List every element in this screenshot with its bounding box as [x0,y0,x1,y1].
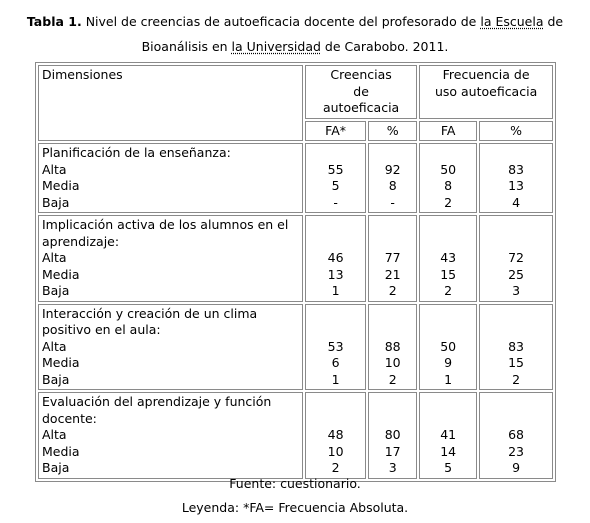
section-title: Evaluación del aprendizaje y función docente: [42,394,272,426]
level-label: Baja [42,283,70,298]
section-title: Implicación activa de los alumnos en el aprendizaje: [42,217,289,249]
source-note: Fuente: cuestionario. [229,476,361,491]
table-row-section-4 [38,392,553,479]
values-fa-frecuencia: 50 9 1 [419,304,477,391]
level-label: Baja [42,371,70,387]
table-row-section-2 [38,215,553,302]
section-label-cell [38,392,303,479]
level-label: Media [42,355,80,370]
values-fa-frecuencia: 43 15 2 [419,215,477,302]
values-fa-creencias: 48 10 2 [305,392,366,479]
level-label: Media [42,178,80,193]
caption-text-3: de Carabobo. 2011. [320,39,449,54]
table-caption [8,9,582,59]
values-fa-creencias: 55 5 - [305,143,366,213]
table-row-section-3 [38,304,553,391]
values-fa-frecuencia: 41 14 5 [419,392,477,479]
section-label-cell [38,304,303,391]
section-title: Interacción y creación de un clima positivo en el aula: [42,305,258,337]
level-label: Baja [42,460,70,475]
values-fa-creencias: 46 13 1 [305,215,366,302]
legend-note: Leyenda: *FA= Frecuencia Absoluta. [181,500,409,515]
values-pct-creencias: 92 8 - [368,143,417,213]
table-row-section-1 [38,143,553,213]
caption-label: Tabla 1. [26,14,82,29]
caption-link-escuela[interactable]: la Escuela [480,14,544,29]
level-label: Baja [42,194,70,210]
header-dimensions: Dimensiones [38,65,303,141]
level-label: Alta [42,250,67,265]
values-pct-creencias: 88 10 2 [368,304,417,391]
efficacy-table [35,62,556,482]
level-label: Media [42,266,80,282]
header-sub-fa-1: FA* [305,121,366,142]
header-group-creencias: Creencias de autoeficacia [305,65,417,119]
values-pct-creencias: 80 17 3 [368,392,417,479]
header-row-groups [38,65,553,119]
values-pct-creencias: 77 21 2 [368,215,417,302]
caption-text-1: Nivel de creencias de autoeficacia docente del profesorado de [81,14,481,29]
values-pct-frecuencia: 83 15 2 [479,304,553,391]
level-label: Alta [42,338,67,354]
header-group-frecuencia: Frecuencia de uso autoeficacia [419,65,553,119]
values-pct-frecuencia: 72 25 3 [479,215,553,302]
section-label-cell [38,143,303,213]
level-label: Media [42,443,80,459]
caption-text-2: de Bioanálisis en [141,14,564,54]
level-label: Alta [42,161,67,177]
header-sub-pct-2: % [479,121,553,142]
values-pct-frecuencia: 83 13 4 [479,143,553,213]
header-sub-fa-2: FA [419,121,477,142]
caption-link-universidad[interactable]: la Universidad [231,39,321,54]
values-fa-creencias: 53 6 1 [305,304,366,391]
values-fa-frecuencia: 50 8 2 [419,143,477,213]
values-pct-frecuencia: 68 23 9 [479,392,553,479]
level-label: Alta [42,427,67,442]
section-title: Planificación de la enseñanza: [42,145,231,160]
section-label-cell [38,215,303,302]
header-sub-pct-1: % [368,121,417,142]
